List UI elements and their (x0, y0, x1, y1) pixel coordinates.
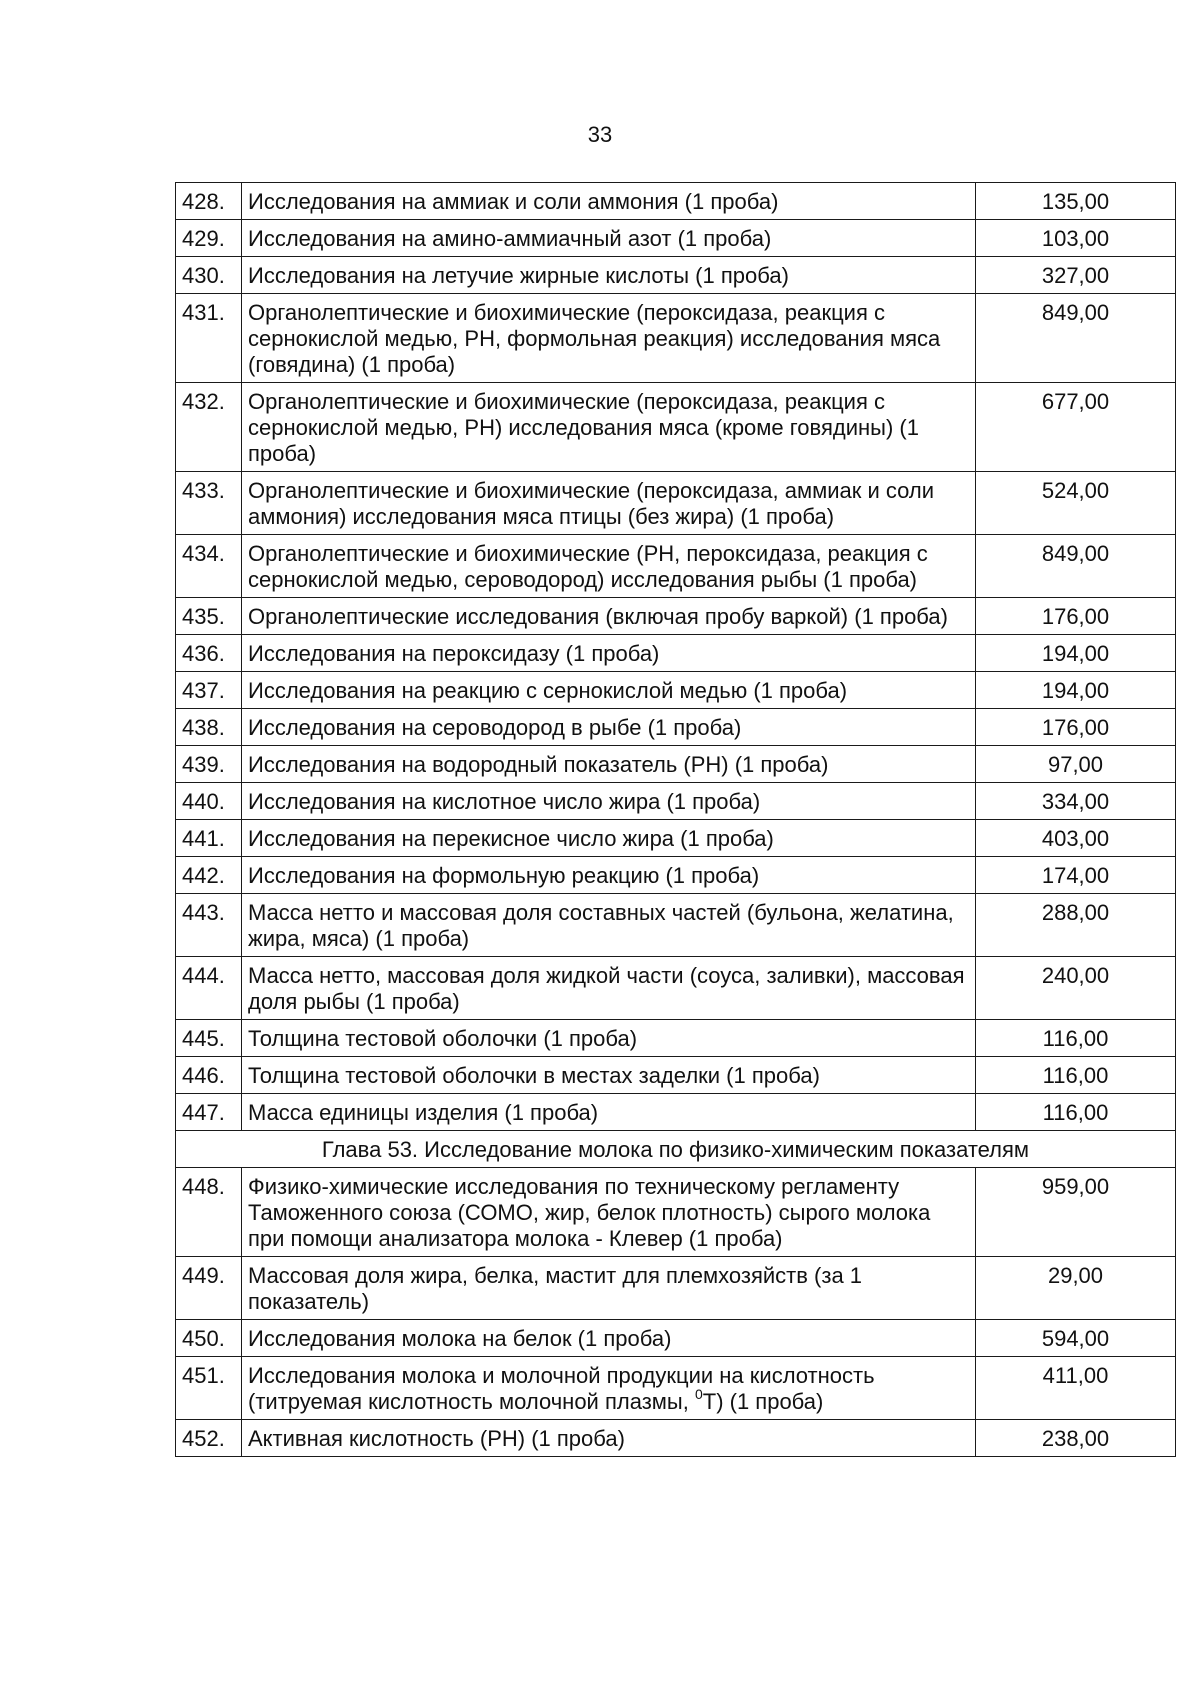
row-price: 194,00 (976, 672, 1176, 709)
row-description-text: Исследования молока и молочной продукции на кислотность (титруемая кислотность молочной плазмы, (248, 1363, 875, 1414)
chapter-heading: Глава 53. Исследование молока по физико-химическим показателям (176, 1131, 1176, 1168)
row-description: Исследования на водородный показатель (PH) (1 проба) (242, 746, 976, 783)
row-number: 430. (176, 257, 242, 294)
row-description: Исследования молока на белок (1 проба) (242, 1320, 976, 1357)
row-number: 437. (176, 672, 242, 709)
row-price: 524,00 (976, 472, 1176, 535)
row-description: Исследования на амино-аммиачный азот (1 проба) (242, 220, 976, 257)
table-row (176, 294, 1176, 383)
row-description: Исследования на аммиак и соли аммония (1 проба) (242, 183, 976, 220)
table-row (176, 257, 1176, 294)
table-row (176, 709, 1176, 746)
table-row (176, 1420, 1176, 1457)
chapter-row (176, 1131, 1176, 1168)
row-description: Масса нетто и массовая доля составных частей (бульона, желатина, жира, мяса) (1 проба) (242, 894, 976, 957)
row-description: Масса единицы изделия (1 проба) (242, 1094, 976, 1131)
row-description: Исследования на сероводород в рыбе (1 проба) (242, 709, 976, 746)
row-description: Органолептические и биохимические (пероксидаза, реакция с сернокислой медью, PH, формольная реакция) исследования мяса (говядина) (1 проба) (242, 294, 976, 383)
table-row (176, 1257, 1176, 1320)
row-number: 432. (176, 383, 242, 472)
row-description: Активная кислотность (PH) (1 проба) (242, 1420, 976, 1457)
table-row (176, 472, 1176, 535)
row-description: Органолептические исследования (включая пробу варкой) (1 проба) (242, 598, 976, 635)
row-price: 194,00 (976, 635, 1176, 672)
row-price: 97,00 (976, 746, 1176, 783)
row-price: 176,00 (976, 709, 1176, 746)
row-price: 334,00 (976, 783, 1176, 820)
row-number: 445. (176, 1020, 242, 1057)
table-row (176, 820, 1176, 857)
row-price: 959,00 (976, 1168, 1176, 1257)
table-row (176, 1357, 1176, 1420)
row-description: Органолептические и биохимические (PH, пероксидаза, реакция с сернокислой медью, сероводород) исследования рыбы (1 проба) (242, 535, 976, 598)
table-row (176, 183, 1176, 220)
row-number: 447. (176, 1094, 242, 1131)
row-price: 403,00 (976, 820, 1176, 857)
row-description: Масса нетто, массовая доля жидкой части (соуса, заливки), массовая доля рыбы (1 проба) (242, 957, 976, 1020)
row-description: Толщина тестовой оболочки (1 проба) (242, 1020, 976, 1057)
row-number: 438. (176, 709, 242, 746)
row-description: Исследования на кислотное число жира (1 проба) (242, 783, 976, 820)
row-description (242, 1357, 976, 1420)
table-row (176, 598, 1176, 635)
row-description: Исследования на летучие жирные кислоты (1 проба) (242, 257, 976, 294)
row-price: 849,00 (976, 294, 1176, 383)
table-row (176, 220, 1176, 257)
row-number: 450. (176, 1320, 242, 1357)
table-row (176, 957, 1176, 1020)
table-row (176, 1168, 1176, 1257)
row-description: Органолептические и биохимические (пероксидаза, аммиак и соли аммония) исследования мяса птицы (без жира) (1 проба) (242, 472, 976, 535)
table-row (176, 1020, 1176, 1057)
row-price: 849,00 (976, 535, 1176, 598)
row-number: 448. (176, 1168, 242, 1257)
row-number: 452. (176, 1420, 242, 1457)
row-number: 443. (176, 894, 242, 957)
page-number: 33 (587, 122, 613, 147)
row-number: 428. (176, 183, 242, 220)
row-description: Физико-химические исследования по техническому регламенту Таможенного союза (СОМО, жир, белок плотность) сырого молока при помощи анализатора молока - Клевер (1 проба) (242, 1168, 976, 1257)
row-price: 116,00 (976, 1094, 1176, 1131)
table-row (176, 383, 1176, 472)
row-number: 429. (176, 220, 242, 257)
degree-superscript: 0 (694, 1385, 703, 1402)
row-number: 449. (176, 1257, 242, 1320)
table-row (176, 857, 1176, 894)
price-table (175, 182, 1176, 1457)
row-description-text-end: Т) (1 проба) (702, 1389, 824, 1414)
table-row (176, 894, 1176, 957)
row-description: Исследования на формольную реакцию (1 проба) (242, 857, 976, 894)
row-price: 103,00 (976, 220, 1176, 257)
row-description: Толщина тестовой оболочки в местах заделки (1 проба) (242, 1057, 976, 1094)
row-number: 446. (176, 1057, 242, 1094)
row-price: 116,00 (976, 1020, 1176, 1057)
row-price: 116,00 (976, 1057, 1176, 1094)
table-row (176, 1094, 1176, 1131)
row-description: Исследования на пероксидазу (1 проба) (242, 635, 976, 672)
table-row (176, 672, 1176, 709)
table-row (176, 783, 1176, 820)
row-number: 439. (176, 746, 242, 783)
table-row (176, 1057, 1176, 1094)
row-number: 433. (176, 472, 242, 535)
row-price: 411,00 (976, 1357, 1176, 1420)
row-description: Исследования на перекисное число жира (1 проба) (242, 820, 976, 857)
row-price: 176,00 (976, 598, 1176, 635)
row-price: 594,00 (976, 1320, 1176, 1357)
row-price: 240,00 (976, 957, 1176, 1020)
row-number: 434. (176, 535, 242, 598)
row-price: 288,00 (976, 894, 1176, 957)
row-number: 441. (176, 820, 242, 857)
row-description: Органолептические и биохимические (пероксидаза, реакция с сернокислой медью, PH) исследования мяса (кроме говядины) (1 проба) (242, 383, 976, 472)
row-description: Массовая доля жира, белка, мастит для племхозяйств (за 1 показатель) (242, 1257, 976, 1320)
row-price: 135,00 (976, 183, 1176, 220)
row-price: 29,00 (976, 1257, 1176, 1320)
table-row (176, 635, 1176, 672)
row-number: 442. (176, 857, 242, 894)
table-row (176, 746, 1176, 783)
row-number: 436. (176, 635, 242, 672)
row-price: 677,00 (976, 383, 1176, 472)
row-number: 435. (176, 598, 242, 635)
row-number: 431. (176, 294, 242, 383)
row-price: 174,00 (976, 857, 1176, 894)
table-row (176, 1320, 1176, 1357)
row-number: 451. (176, 1357, 242, 1420)
row-price: 327,00 (976, 257, 1176, 294)
row-number: 444. (176, 957, 242, 1020)
row-price: 238,00 (976, 1420, 1176, 1457)
table-row (176, 535, 1176, 598)
row-number: 440. (176, 783, 242, 820)
row-description: Исследования на реакцию с сернокислой медью (1 проба) (242, 672, 976, 709)
